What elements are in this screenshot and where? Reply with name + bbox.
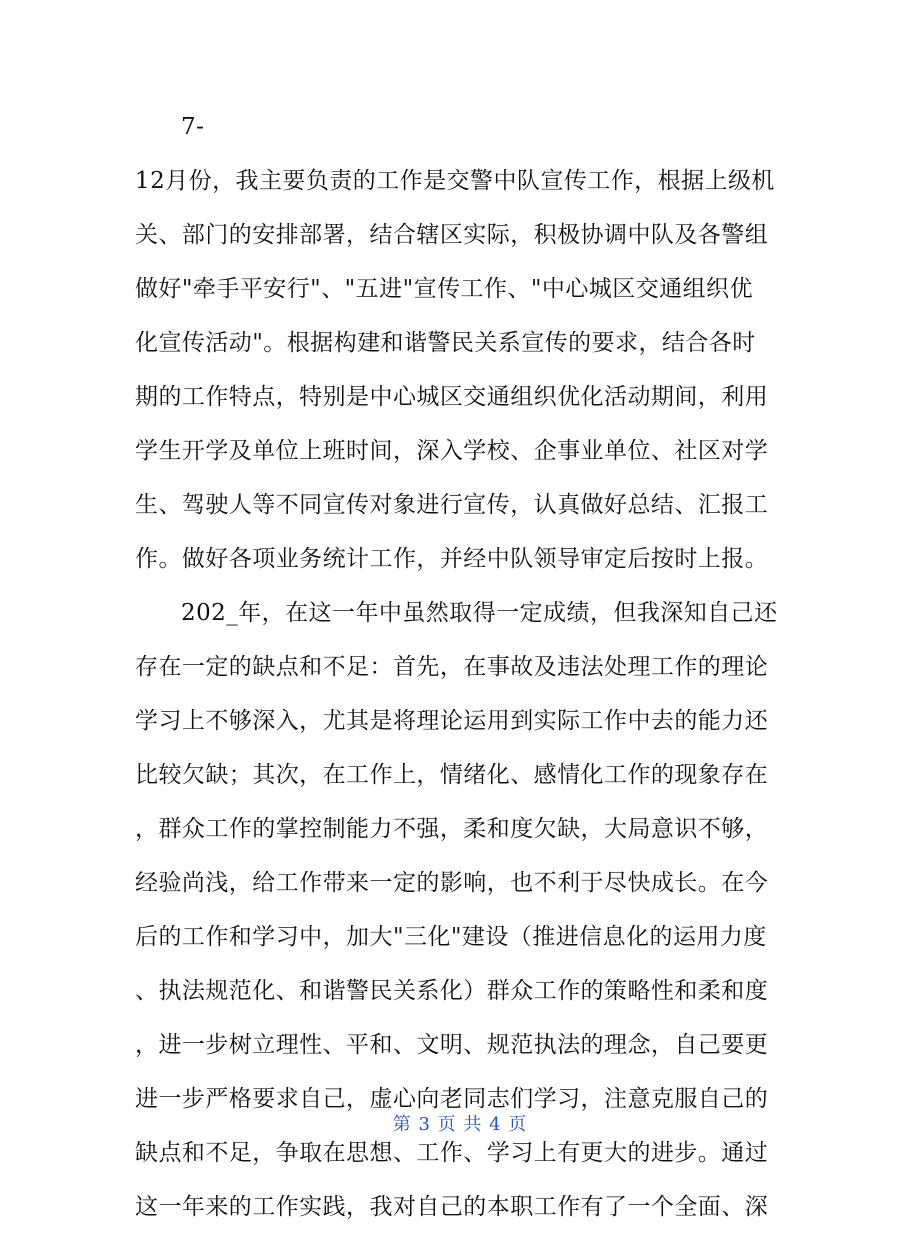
text-line-9: 作。做好各项业务统计工作，并经中队领导审定后按时上报。	[135, 546, 769, 572]
text-line-14: ，群众工作的掌控制能力不强，柔和度欠缺，大局意识不够，	[135, 816, 769, 842]
text-line-8: 生、驾驶人等不同宣传对象进行宣传，认真做好总结、汇报工	[135, 492, 769, 518]
text-line-11: 存在一定的缺点和不足：首先，在事故及违法处理工作的理论	[135, 654, 769, 680]
text-line-12: 学习上不够深入，尤其是将理论运用到实际工作中去的能力还	[135, 708, 769, 734]
text-line-18: ，进一步树立理性、平和、文明、规范执法的理念，自己要更	[135, 1032, 769, 1058]
text-line-21: 这一年来的工作实践，我对自己的本职工作有了一个全面、深	[135, 1194, 769, 1220]
text-line-15: 经验尚浅，给工作带来一定的影响，也不利于尽快成长。在今	[135, 870, 769, 896]
text-line-4: 做好"牵手平安行"、"五进"宣传工作、"中心城区交通组织优	[135, 276, 753, 302]
text-line-17: 、执法规范化、和谐警民关系化）群众工作的策略性和柔和度	[135, 978, 769, 1004]
text-line-7: 学生开学及单位上班时间，深入学校、企事业单位、社区对学	[135, 438, 769, 464]
text-line-3: 关、部门的安排部署，结合辖区实际，积极协调中队及各警组	[135, 222, 769, 248]
text-line-19: 进一步严格要求自己，虚心向老同志们学习，注意克服自己的	[135, 1086, 769, 1112]
text-line-20: 缺点和不足，争取在思想、工作、学习上有更大的进步。通过	[135, 1140, 769, 1166]
text-line-10: 202_年，在这一年中虽然取得一定成绩，但我深知自己还	[181, 600, 778, 626]
page-number-footer: 第 3 页 共 4 页	[392, 1114, 528, 1135]
text-line-5: 化宣传活动"。根据构建和谐警民关系宣传的要求，结合各时	[135, 330, 756, 356]
text-line-1: 7-	[181, 114, 205, 140]
text-line-6: 期的工作特点，特别是中心城区交通组织优化活动期间，利用	[135, 384, 769, 410]
text-line-13: 比较欠缺；其次，在工作上，情绪化、感情化工作的现象存在	[135, 762, 769, 788]
document-body	[135, 100, 795, 1234]
text-line-2: 12月份，我主要负责的工作是交警中队宣传工作，根据上级机	[135, 168, 775, 194]
text-line-16: 后的工作和学习中，加大"三化"建设（推进信息化的运用力度	[135, 924, 767, 950]
